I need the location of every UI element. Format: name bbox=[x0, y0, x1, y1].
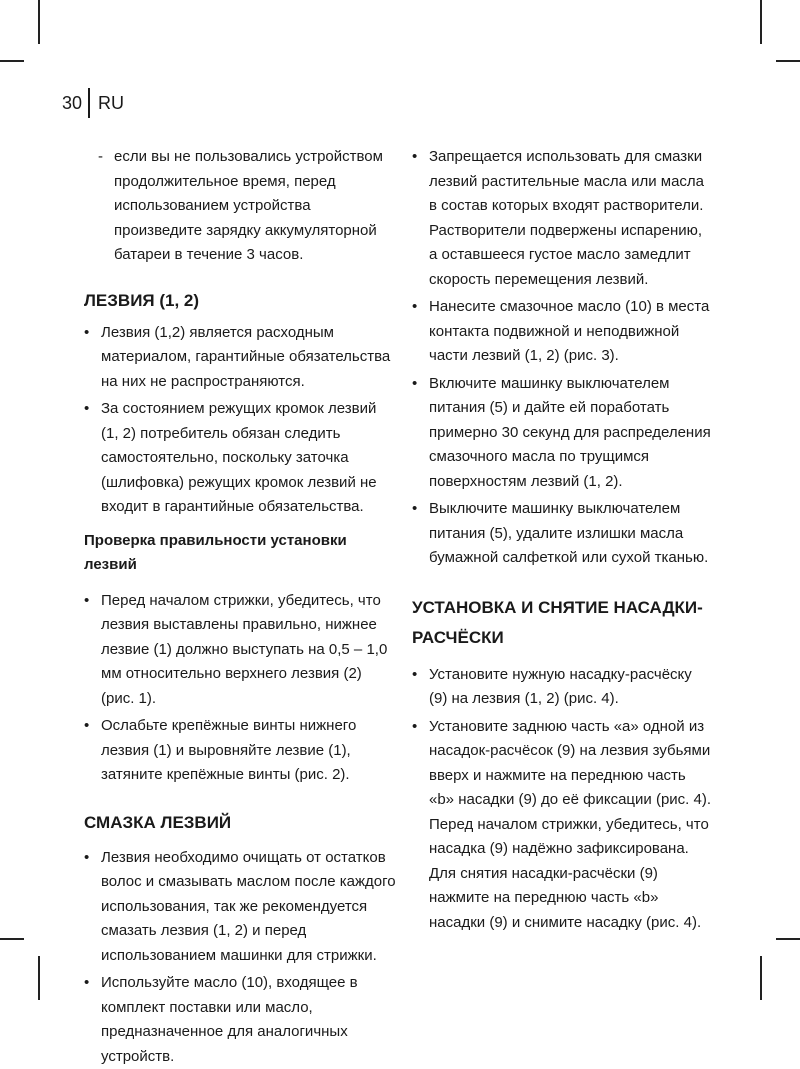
bullet-icon: • bbox=[412, 295, 417, 320]
list-item bbox=[84, 971, 396, 1069]
header-separator bbox=[88, 88, 90, 118]
page-number: 30 bbox=[62, 88, 82, 118]
check-heading: Проверка правильности установки лезвий bbox=[84, 529, 396, 577]
crop-mark-top-left bbox=[38, 0, 40, 44]
list-item-text: Ослабьте крепёжные винты нижнего лезвия (1) и выровняйте лезвие (1), затяните крепёжные винты (рис. 2). bbox=[101, 717, 356, 783]
left-column bbox=[84, 145, 396, 1069]
intro-list-item bbox=[84, 145, 396, 268]
dash-marker: - bbox=[98, 145, 103, 170]
crop-mark-top-left-h bbox=[0, 60, 24, 62]
bullet-icon: • bbox=[84, 321, 89, 346]
intro-text: если вы не пользовались устройством продолжительное время, перед использованием устройства произведите зарядку аккумуляторной батареи в течение 3 часов. bbox=[114, 148, 383, 263]
lubrication-continued-list bbox=[412, 145, 712, 571]
bullet-icon: • bbox=[412, 145, 417, 170]
list-item-text: Перед началом стрижки, убедитесь, что лезвия выставлены правильно, нижнее лезвие (1) должно выступать на 0,5 – 1,0 мм относительно верхнего лезвия (2) (рис. 1). bbox=[101, 592, 387, 707]
attachment-list bbox=[412, 663, 712, 936]
list-item bbox=[412, 295, 712, 369]
list-item bbox=[412, 372, 712, 495]
bullet-icon: • bbox=[84, 714, 89, 739]
list-item-text: Используйте масло (10), входящее в комплект поставки или масло, предназначенное для аналогичных устройств. bbox=[101, 974, 358, 1065]
bullet-icon: • bbox=[84, 971, 89, 996]
crop-mark-top-right-h bbox=[776, 60, 800, 62]
bullet-icon: • bbox=[84, 846, 89, 871]
list-item bbox=[412, 497, 712, 571]
right-column bbox=[412, 145, 712, 935]
crop-mark-top-right bbox=[760, 0, 762, 44]
list-item bbox=[84, 714, 396, 788]
list-item bbox=[412, 145, 712, 292]
list-item-text: Выключите машинку выключателем питания (5), удалите излишки масла бумажной салфеткой или сухой тканью. bbox=[429, 500, 708, 566]
bullet-icon: • bbox=[412, 497, 417, 522]
attachment-heading: УСТАНОВКА И СНЯТИЕ НАСАДКИ-РАСЧЁСКИ bbox=[412, 593, 712, 653]
list-item bbox=[412, 715, 712, 936]
lubrication-list bbox=[84, 846, 396, 1069]
list-item-text: Запрещается использовать для смазки лезвий растительные масла или масла в состав которых входят растворители. Растворители подвержены испарению, а оставшееся густое масло замедлит скорость перемещения лезвий. bbox=[429, 148, 704, 288]
list-item bbox=[84, 589, 396, 712]
crop-mark-bottom-right-h bbox=[776, 938, 800, 940]
language-code: RU bbox=[98, 88, 124, 118]
page-header bbox=[62, 88, 124, 118]
list-item-text: Лезвия необходимо очищать от остатков волос и смазывать маслом после каждого использования, так же рекомендуется смазать лезвия (1, 2) и перед использованием машинки для стрижки. bbox=[101, 849, 396, 964]
list-item bbox=[84, 321, 396, 395]
check-list bbox=[84, 589, 396, 788]
lubrication-heading: СМАЗКА ЛЕЗВИЙ bbox=[84, 808, 396, 838]
list-item bbox=[84, 397, 396, 520]
bullet-icon: • bbox=[84, 589, 89, 614]
list-item-text: Установите нужную насадку-расчёску (9) на лезвия (1, 2) (рис. 4). bbox=[429, 666, 692, 708]
list-item-text: Нанесите смазочное масло (10) в места контакта подвижной и неподвижной части лезвий (1, 2) (рис. 3). bbox=[429, 298, 709, 364]
list-item bbox=[84, 846, 396, 969]
crop-mark-bottom-right bbox=[760, 956, 762, 1000]
list-item bbox=[412, 663, 712, 712]
bullet-icon: • bbox=[84, 397, 89, 422]
list-item-text: Лезвия (1,2) является расходным материалом, гарантийные обязательства на них не распространяются. bbox=[101, 324, 390, 390]
crop-mark-bottom-left bbox=[38, 956, 40, 1000]
crop-mark-bottom-left-h bbox=[0, 938, 24, 940]
blades-list bbox=[84, 321, 396, 520]
list-item-text: За состоянием режущих кромок лезвий (1, 2) потребитель обязан следить самостоятельно, поскольку заточка (шлифовка) режущих кромок лезвий не входит в гарантийные обязательства. bbox=[101, 400, 377, 515]
blades-heading: ЛЕЗВИЯ (1, 2) bbox=[84, 286, 396, 316]
list-item-text: Включите машинку выключателем питания (5) и дайте ей поработать примерно 30 секунд для распределения смазочного масла по трущимся поверхностям лезвий (1, 2). bbox=[429, 375, 711, 490]
bullet-icon: • bbox=[412, 372, 417, 397]
bullet-icon: • bbox=[412, 715, 417, 740]
list-item-text: Установите заднюю часть «а» одной из насадок-расчёсок (9) на лезвия зубьями вверх и нажмите на переднюю часть «b» насадки (9) до её фиксации (рис. 4). Перед началом стрижки, убедитесь, что насадка (9) надёжно зафиксирована. Для снятия насадки-расчёски (9) нажмите на переднюю часть «b» насадки (9) и снимите насадку (рис. 4). bbox=[429, 718, 711, 931]
bullet-icon: • bbox=[412, 663, 417, 688]
